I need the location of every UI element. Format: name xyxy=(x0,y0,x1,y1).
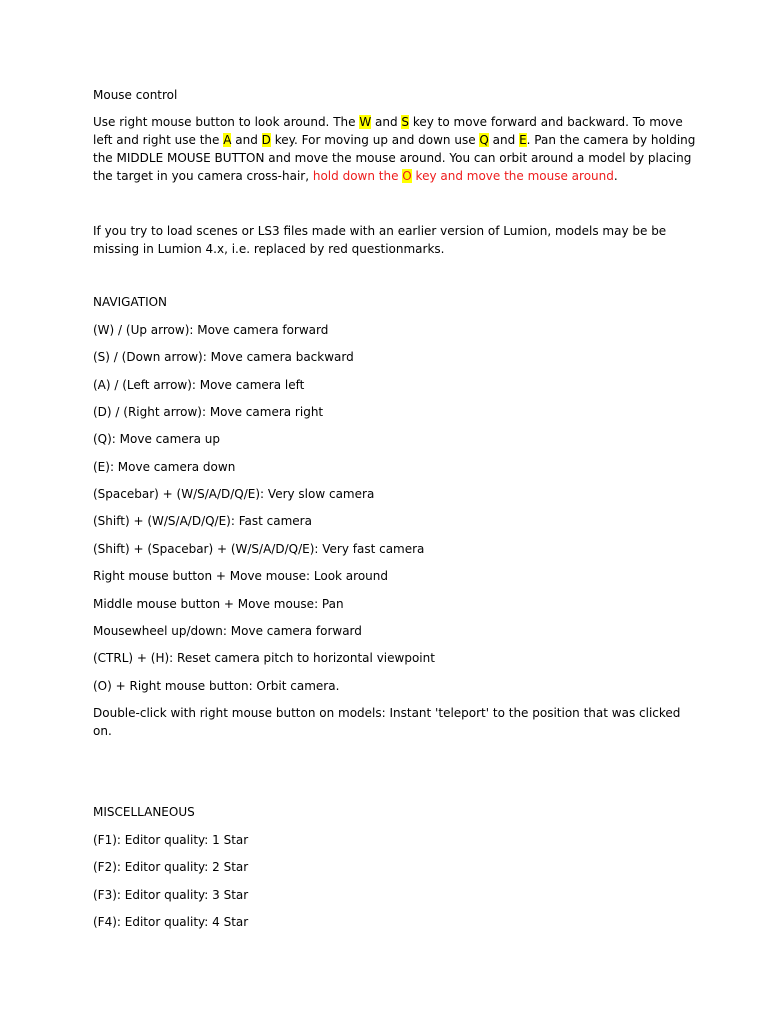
key-e: E xyxy=(519,133,527,147)
misc-item: (F1): Editor quality: 1 Star xyxy=(93,833,249,847)
key-a: A xyxy=(223,133,232,147)
intro-line-3: the MIDDLE MOUSE BUTTON and move the mouse around. You can orbit around a model by placing xyxy=(93,151,692,165)
nav-item: (Spacebar) + (W/S/A/D/Q/E): Very slow camera xyxy=(93,487,375,501)
nav-double-click-line-2: on. xyxy=(93,724,112,738)
nav-item: (Shift) + (W/S/A/D/Q/E): Fast camera xyxy=(93,514,312,528)
nav-item: (E): Move camera down xyxy=(93,460,236,474)
navigation-heading: NAVIGATION xyxy=(93,295,168,309)
orbit-instruction-red: hold down the xyxy=(312,169,403,183)
nav-item: Mousewheel up/down: Move camera forward xyxy=(93,624,362,638)
nav-double-click-line-1: Double-click with right mouse button on models: Instant 'teleport' to the position that was clicked xyxy=(93,706,681,720)
nav-item: (Shift) + (Spacebar) + (W/S/A/D/Q/E): Very fast camera xyxy=(93,542,425,556)
note-line-2: missing in Lumion 4.x, i.e. replaced by red questionmarks. xyxy=(93,242,445,256)
key-s: S xyxy=(401,115,410,129)
misc-item: (F4): Editor quality: 4 Star xyxy=(93,915,249,929)
key-w: W xyxy=(359,115,372,129)
nav-item: Middle mouse button + Move mouse: Pan xyxy=(93,597,344,611)
miscellaneous-heading: MISCELLANEOUS xyxy=(93,805,195,819)
nav-item: (CTRL) + (H): Reset camera pitch to horizontal viewpoint xyxy=(93,651,435,665)
nav-item: Right mouse button + Move mouse: Look around xyxy=(93,569,389,583)
nav-item: (S) / (Down arrow): Move camera backward xyxy=(93,350,354,364)
nav-item: (Q): Move camera up xyxy=(93,432,221,446)
orbit-instruction-red-end: key and move the mouse around xyxy=(411,169,614,183)
misc-item: (F2): Editor quality: 2 Star xyxy=(93,860,249,874)
nav-item: (A) / (Left arrow): Move camera left xyxy=(93,378,305,392)
key-d: D xyxy=(261,133,271,147)
key-q: Q xyxy=(479,133,489,147)
intro-line-1: Use right mouse button to look around. The W and S key to move forward and backward. To move xyxy=(93,115,683,129)
nav-item: (D) / (Right arrow): Move camera right xyxy=(93,405,324,419)
key-o: O xyxy=(402,169,412,183)
note-line-1: If you try to load scenes or LS3 files made with an earlier version of Lumion, models may be be xyxy=(93,224,667,238)
section-title: Mouse control xyxy=(93,88,178,102)
nav-item: (O) + Right mouse button: Orbit camera. xyxy=(93,679,340,693)
intro-line-2: left and right use the A and D key. For moving up and down use Q and E. Pan the camera by holding xyxy=(93,133,696,147)
misc-item: (F3): Editor quality: 3 Star xyxy=(93,888,249,902)
intro-line-4: the target in you camera cross-hair, hold down the O key and move the mouse around. xyxy=(93,169,618,183)
nav-item: (W) / (Up arrow): Move camera forward xyxy=(93,323,329,337)
